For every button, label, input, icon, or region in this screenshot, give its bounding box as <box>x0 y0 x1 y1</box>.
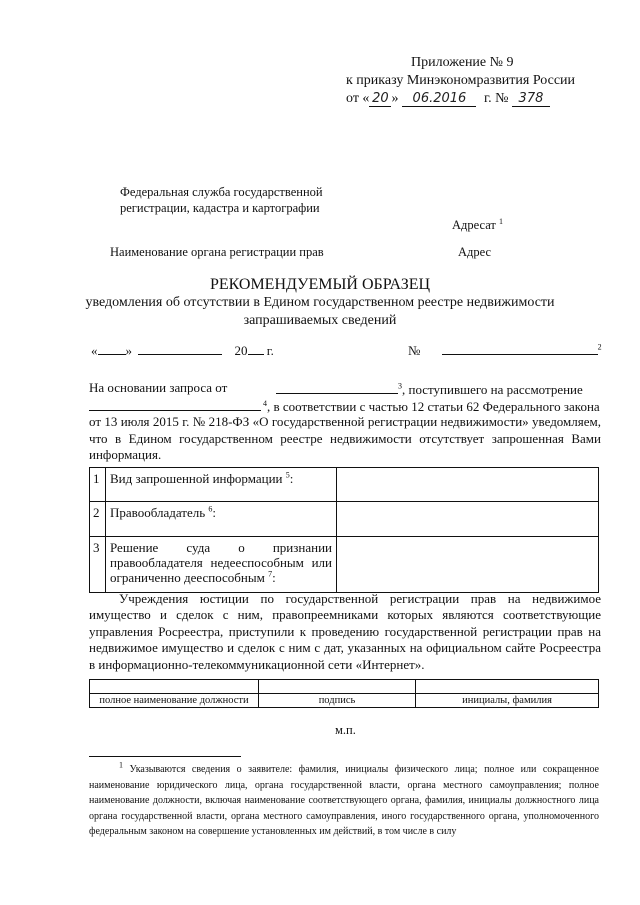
request-line-field: $^3$, поступившего на рассмотрение <box>276 380 583 398</box>
request-line-3: от 13 июля 2015 г. № 218-ФЗ «О государственной регистрации недвижимости» уведомляем, <box>89 414 601 429</box>
date-prefix: от « <box>346 91 370 106</box>
row-label: Правообладатель $^6$: <box>106 502 337 537</box>
signature-field <box>259 680 416 694</box>
notice-number-row: № $^2$ <box>408 342 602 358</box>
handwritten-day: 20 <box>369 91 391 107</box>
table-row <box>90 537 599 593</box>
handwritten-order-number: 378 <box>512 91 550 107</box>
footnote-ref-1: 1 <box>499 216 504 226</box>
row-label: Вид запрошенной информации $^5$: <box>106 468 337 502</box>
stamp-place: м.п. <box>335 723 356 737</box>
position-field <box>90 680 259 694</box>
registration-body-label: Наименование органа регистрации прав <box>110 245 324 259</box>
request-line-5: информация. <box>89 447 162 462</box>
registration-notice: Учреждения юстиции по государственной регистрации прав на недвижимое имущество и сделок с ним, правопреемниками которых являются соответствующие управления Росреестра, приступили к проведению государственной регистрации прав на недвижимое имущество и сделок с ним с дат, указанных на официальном сайте Росреестра в информационно-телекоммуникационной сети «Интернет». <box>89 591 601 672</box>
order-number-label: г. № <box>483 91 509 106</box>
sender-line-2: регистрации, кадастра и картографии <box>120 201 320 215</box>
addressee-label: Адресат $^1$ <box>452 216 504 232</box>
date-quote: » <box>391 91 399 106</box>
footnote-1: $^1$ Указываются сведения о заявителе: фамилия, инициалы физического лица; полное или сокращенное наименование юридического лица, органа государственной власти, органа местного самоуправления; полное наименование должности, включая наименование соответствующего органа, фамилия, инициалы должностного лица органа государственной власти, органа местного самоуправления, иного государственного органа, уполномоченного федеральным законом на совершение установленных им действий, в том числе в силу <box>89 760 600 837</box>
position-caption: полное наименование должности <box>90 694 259 708</box>
notice-number-field <box>442 341 598 355</box>
row-value <box>337 468 599 502</box>
request-line-start: На основании запроса от <box>89 380 228 395</box>
signature-table <box>89 679 599 708</box>
row-value <box>337 502 599 537</box>
name-field <box>416 680 599 694</box>
document-subtitle-1: уведомления об отсутствии в Едином государственном реестре недвижимости <box>85 295 555 310</box>
footnote-number: 1 <box>119 760 123 770</box>
document-subtitle-2: запрашиваемых сведений <box>243 313 397 328</box>
row-number: 3 <box>90 537 106 593</box>
appendix-title: Приложение № 9 <box>411 55 514 70</box>
notice-month-field <box>138 341 222 355</box>
document-title: РЕКОМЕНДУЕМЫЙ ОБРАЗЕЦ <box>209 276 431 293</box>
notice-date-row: « » 20 г. <box>91 343 274 358</box>
sender-line-1: Федеральная служба государственной <box>120 185 323 199</box>
requested-info-table <box>89 467 599 593</box>
order-reference: к приказу Минэкономразвития России <box>346 73 576 88</box>
name-caption: инициалы, фамилия <box>416 694 599 708</box>
order-date-line <box>346 91 550 107</box>
row-label: Решение суда о признании правообладателя недееспособным или ограниченно дееспособным $^7$: <box>106 537 337 593</box>
table-row <box>90 468 599 502</box>
request-line-2: $^4$, в соответствии с частью 12 статьи 62 Федерального закона <box>89 397 600 415</box>
footnote-ref-2: 2 <box>597 342 602 352</box>
request-line-4: что в Едином государственном реестре недвижимости отсутствует запрошенная Вами <box>89 431 601 446</box>
footnote-divider <box>89 756 241 757</box>
table-row <box>90 502 599 537</box>
address-label: Адрес <box>458 245 492 259</box>
handwritten-month-year: 06.2016 <box>402 91 476 107</box>
signature-caption: подпись <box>259 694 416 708</box>
row-number: 1 <box>90 468 106 502</box>
row-value <box>337 537 599 593</box>
row-number: 2 <box>90 502 106 537</box>
